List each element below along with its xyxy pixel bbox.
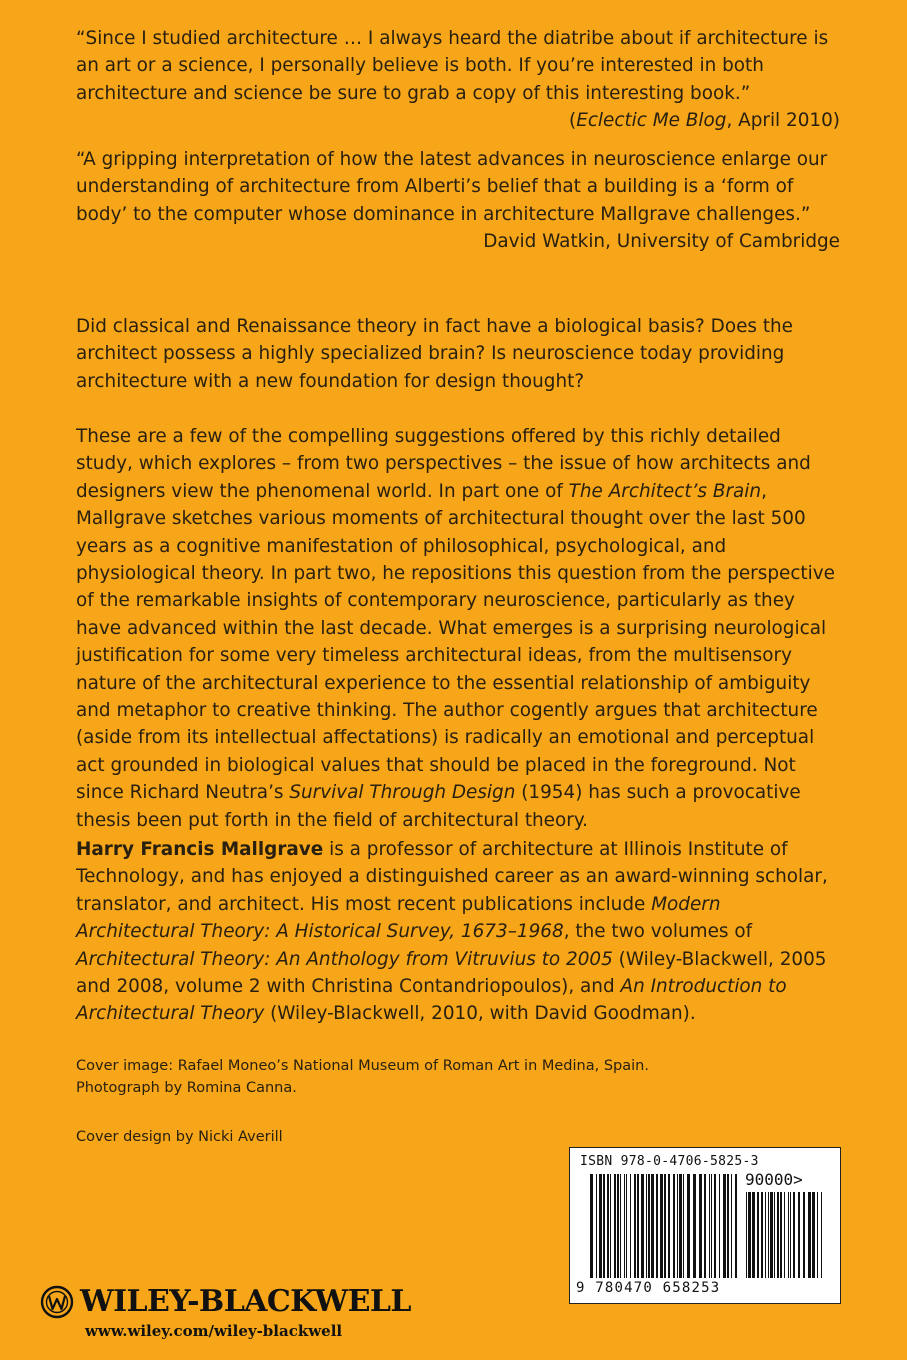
p2-part1: These are a few of the compelling suggestions offered by this richly detailed study, which explores – from two perspectives – the issue of how architects and designers view the phenomenal world. In part one of xyxy=(76,426,811,502)
bio-part3: (Wiley-Blackwell, 2005 and 2008, volume 2 with Christina Contandriopoulos), and xyxy=(76,948,827,998)
quote-watkin xyxy=(76,146,840,256)
publisher-logo-text: WILEY-BLACKWELL xyxy=(80,1284,411,1319)
cover-credits xyxy=(76,1055,649,1099)
quote2-attribution: David Watkin, University of Cambridge xyxy=(483,231,840,253)
wiley-blackwell-logo xyxy=(40,1284,411,1319)
quote2-text: “A gripping interpretation of how the latest advances in neuroscience enlarge our understanding of architecture from Alberti’s belief that a building is a ‘form of body’ to the computer whose dominance in architecture Mallgrave challenges.” xyxy=(76,149,828,225)
cover-image-credit: Cover image: Rafael Moneo’s National Museum of Roman Art in Medina, Spain. xyxy=(76,1058,649,1074)
bio-part4: (Wiley-Blackwell, 2010, with David Goodman). xyxy=(264,1003,696,1025)
author-bio xyxy=(76,836,840,1028)
barcode-main-bars xyxy=(590,1174,740,1278)
barcode-addon-bars xyxy=(746,1192,826,1278)
bio-part1: is a professor of architecture at Illinois Institute of Technology, and has enjoyed a distinguished career as an award-winning scholar, translator, and architect. His most recent publications include xyxy=(76,839,828,915)
isbn-label: ISBN 978-0-4706-5825-3 xyxy=(580,1154,759,1169)
p2-part2: , Mallgrave sketches various moments of architectural thought over the last 500 years as a cognitive manifestation of philosophical, psychological, and physiological theory. In part two, he repositions this question from the perspective of the remarkable insights of contemporary neuroscience, particularly as they have advanced within the last decade. What emerges is a surprising neurological justification for some very timeless architectural ideas, from the multisensory nature of the architectural experience to the essential relationship of ambiguity and metaphor to creative thinking. The author cogently argues that architecture (aside from its intellectual affectations) is radically an emotional and perceptual act grounded in biological values that should be placed in the foreground. Not since Richard Neutra’s xyxy=(76,480,835,804)
description-paragraph xyxy=(76,423,840,834)
quote1-attribution xyxy=(76,107,840,134)
quote-eclectic-me xyxy=(76,25,840,135)
paragraph2-text xyxy=(76,423,840,834)
bio-title3: An Introduction to Architectural Theory xyxy=(76,976,787,1025)
author-bio-text xyxy=(76,836,840,1028)
wiley-seal-icon xyxy=(40,1285,74,1319)
quote1-attr-rest: , April 2010) xyxy=(726,110,840,132)
quote1-text: “Since I studied architecture … I always heard the diatribe about if architecture is an art or a science, I personally believe is both. If you’re interested in both architecture and science be sure to grab a copy of this interesting book.” xyxy=(76,28,829,104)
quote1-source: Eclectic Me Blog xyxy=(576,110,727,132)
bio-title1: Modern Architectural Theory: A Historical Survey, 1673–1968 xyxy=(76,893,721,943)
cover-design-credit: Cover design by Nicki Averill xyxy=(76,1129,283,1145)
isbn-barcode xyxy=(569,1147,841,1304)
author-name: Harry Francis Mallgrave xyxy=(76,839,324,860)
p2-part3: (1954) has such a provocative thesis been put forth in the field of architectural theory. xyxy=(76,782,801,831)
publisher-url: www.wiley.com/wiley-blackwell xyxy=(85,1322,343,1340)
barcode-addon-number: 90000> xyxy=(745,1170,803,1189)
p2-title2: Survival Through Design xyxy=(289,782,516,804)
photograph-credit: Photograph by Romina Canna. xyxy=(76,1080,297,1096)
bio-title2: Architectural Theory: An Anthology from Vitruvius to 2005 xyxy=(76,948,613,970)
quote1-attr-open: ( xyxy=(569,110,577,132)
bio-part2: , the two volumes of xyxy=(563,921,753,943)
p2-title1: The Architect’s Brain xyxy=(568,480,762,502)
intro-paragraph xyxy=(76,313,840,395)
barcode-digits: 9 780470 658253 xyxy=(576,1280,721,1296)
paragraph1-text: Did classical and Renaissance theory in fact have a biological basis? Does the architect possess a highly specialized brain? Is neuroscience today providing architecture with a new foundation for design thought? xyxy=(76,316,794,392)
